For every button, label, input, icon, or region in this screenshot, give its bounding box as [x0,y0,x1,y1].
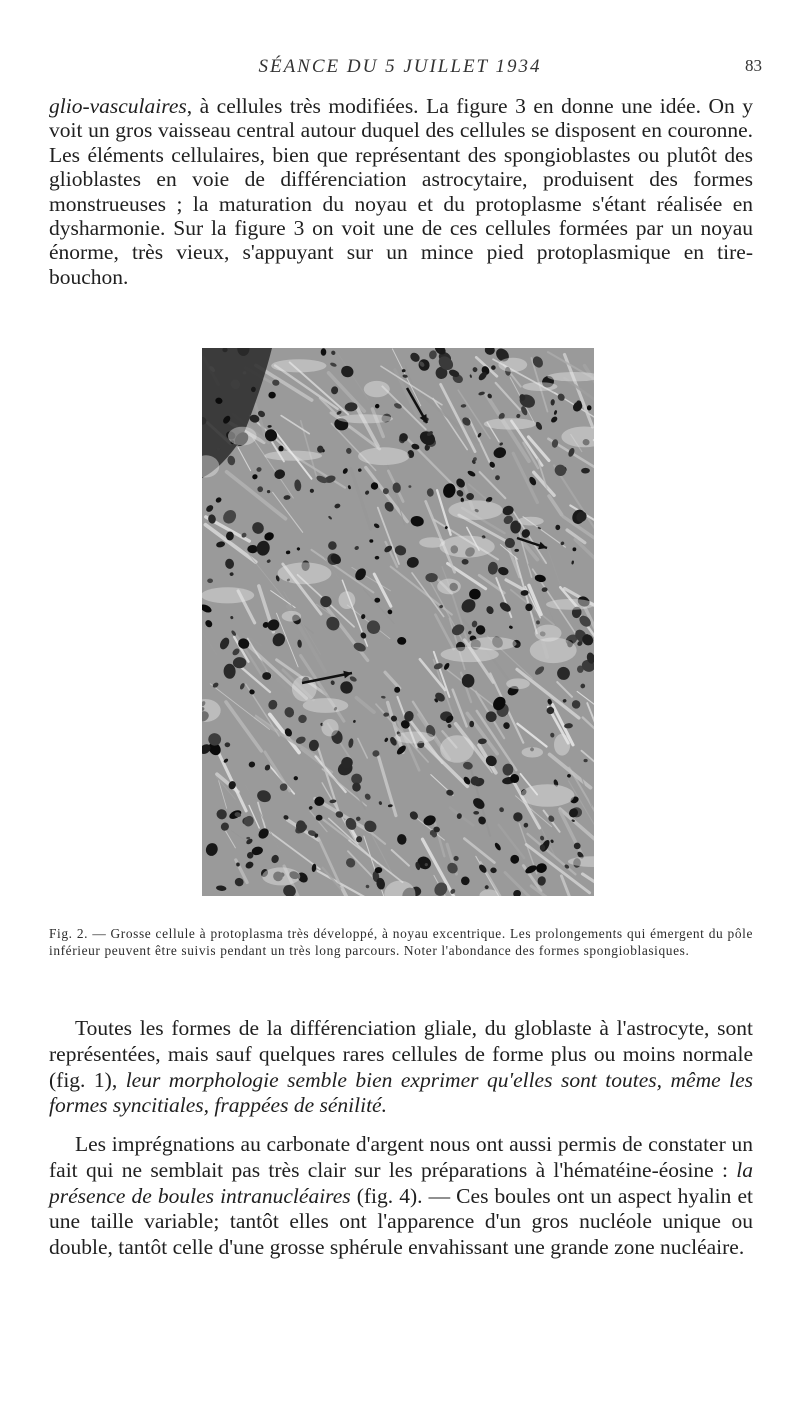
paragraph-3 [49,1132,753,1261]
page-number: 83 [745,56,762,75]
para1-italic-lead: glio-vasculaires [49,94,187,118]
figure-caption: Fig. 2. — Grosse cellule à protoplasma très développé, à noyau excentrique. Les prolongements qui émergent du pôle inférieur peuvent être suivis pendant un très long parcours. Noter l'abondance des formes spongioblasiques. [49,926,753,958]
micrograph-image [202,348,594,896]
running-head [0,56,800,82]
paragraph-2 [49,1016,753,1119]
paragraph-1 [49,94,753,289]
para3-italic: la présence de boules intranucléaires [49,1157,753,1208]
micrograph-figure [202,348,594,896]
para3-text: Les imprégnations au carbonate d'argent nous ont aussi permis de constater un fait qui ne semblait pas très clair sur les préparations à l'hématéine-éosine : [49,1132,753,1182]
para2-italic: leur morphologie semble bien exprimer qu'elles sont toutes, même les formes syncitiales, frappées de sénilité. [49,1067,754,1118]
para3-text-end: (fig. 4). — Ces boules ont un aspect hyalin et une taille variable; tantôt elles ont l'apparence d'un gros nucléole unique ou double, tantôt celle d'une grosse sphérule envahissant une grande zone nucléaire. [49,1183,753,1260]
running-title: SÉANCE DU 5 JUILLET 1934 [258,56,542,77]
para1-text: , à cellules très modifiées. La figure 3 en donne une idée. On y voit un gros vaisseau central autour duquel des cellules se disposent en couronne. Les éléments cellulaires, bien que représentant des spongioblastes ou plutôt des glioblastes en voie de différenciation astrocytaire, produisent des formes monstrueuses ; la maturation du noyau et du protoplasme s'étant réalisée en dysharmonie. Sur la figure 3 on voit une de ces cellules formées par un noyau énorme, très vieux, s'appuyant sur un mince pied protoplasmique en tire-bouchon. [49,94,753,289]
para2-text: Toutes les formes de la différenciation gliale, du globlaste à l'astrocyte, sont représentées, mais sauf quelques rares cellules de forme plus ou moins normale (fig. 1), [49,1016,753,1092]
